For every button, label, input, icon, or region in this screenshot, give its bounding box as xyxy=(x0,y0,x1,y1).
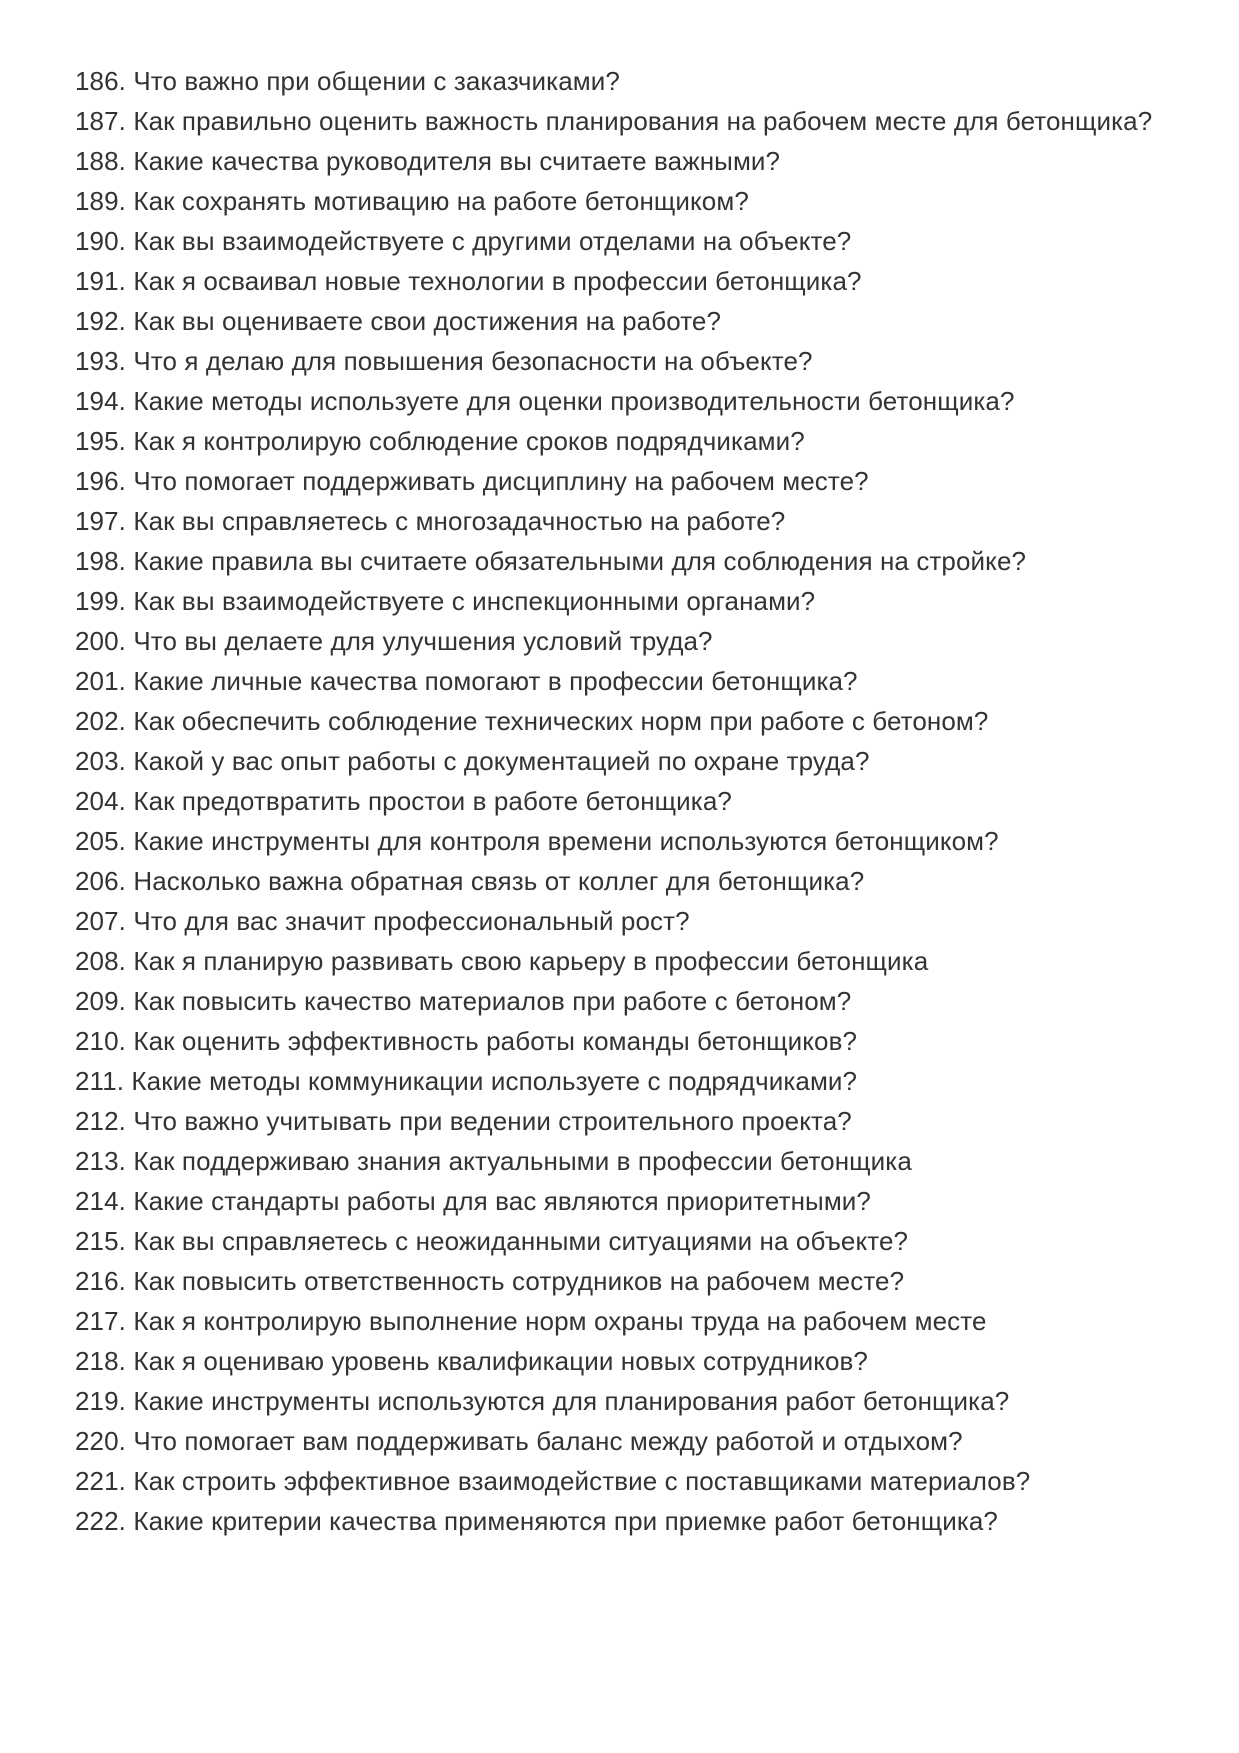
list-item: 201. Какие личные качества помогают в профессии бетонщика? xyxy=(75,666,858,696)
list-item: 216. Как повысить ответственность сотрудников на рабочем месте? xyxy=(75,1266,905,1296)
list-item: 205. Какие инструменты для контроля времени используются бетонщиком? xyxy=(75,826,999,856)
list-item: 219. Какие инструменты используются для планирования работ бетонщика? xyxy=(75,1386,1010,1416)
list-item: 196. Что помогает поддерживать дисциплину на рабочем месте? xyxy=(75,466,869,496)
list-item: 192. Как вы оцениваете свои достижения на работе? xyxy=(75,306,722,336)
list-item: 187. Как правильно оценить важность планирования на рабочем месте для бетонщика? xyxy=(75,106,1153,136)
list-item: 193. Что я делаю для повышения безопасности на объекте? xyxy=(75,346,813,376)
list-item: 198. Какие правила вы считаете обязательными для соблюдения на стройке? xyxy=(75,546,1027,576)
list-item: 213. Как поддерживаю знания актуальными в профессии бетонщика xyxy=(75,1146,912,1176)
list-item: 200. Что вы делаете для улучшения условий труда? xyxy=(75,626,713,656)
list-item: 222. Какие критерии качества применяются при приемке работ бетонщика? xyxy=(75,1506,998,1536)
list-item: 214. Какие стандарты работы для вас являются приоритетными? xyxy=(75,1186,871,1216)
list-item: 199. Как вы взаимодействуете с инспекционными органами? xyxy=(75,586,816,616)
list-item: 211. Какие методы коммуникации используете с подрядчиками? xyxy=(75,1066,858,1096)
list-item: 197. Как вы справляетесь с многозадачностью на работе? xyxy=(75,506,786,536)
list-item: 203. Какой у вас опыт работы с документацией по охране труда? xyxy=(75,746,870,776)
list-item: 190. Как вы взаимодействуете с другими отделами на объекте? xyxy=(75,226,852,256)
list-item: 210. Как оценить эффективность работы команды бетонщиков? xyxy=(75,1026,858,1056)
list-item: 194. Какие методы используете для оценки производительности бетонщика? xyxy=(75,386,1015,416)
list-item: 202. Как обеспечить соблюдение технических норм при работе с бетоном? xyxy=(75,706,989,736)
list-item: 208. Как я планирую развивать свою карьеру в профессии бетонщика xyxy=(75,946,929,976)
list-item: 212. Что важно учитывать при ведении строительного проекта? xyxy=(75,1106,852,1136)
question-list xyxy=(75,61,1179,1541)
list-item: 220. Что помогает вам поддерживать баланс между работой и отдыхом? xyxy=(75,1426,963,1456)
list-item: 186. Что важно при общении с заказчиками? xyxy=(75,66,620,96)
list-item: 207. Что для вас значит профессиональный рост? xyxy=(75,906,690,936)
list-item: 221. Как строить эффективное взаимодействие с поставщиками материалов? xyxy=(75,1466,1031,1496)
list-item: 189. Как сохранять мотивацию на работе бетонщиком? xyxy=(75,186,749,216)
list-item: 188. Какие качества руководителя вы считаете важными? xyxy=(75,146,781,176)
list-item: 195. Как я контролирую соблюдение сроков подрядчиками? xyxy=(75,426,805,456)
list-item: 209. Как повысить качество материалов при работе с бетоном? xyxy=(75,986,852,1016)
list-item: 217. Как я контролирую выполнение норм охраны труда на рабочем месте xyxy=(75,1306,987,1336)
list-item: 206. Насколько важна обратная связь от коллег для бетонщика? xyxy=(75,866,865,896)
list-item: 218. Как я оцениваю уровень квалификации новых сотрудников? xyxy=(75,1346,868,1376)
list-item: 204. Как предотвратить простои в работе бетонщика? xyxy=(75,786,732,816)
list-item: 215. Как вы справляетесь с неожиданными ситуациями на объекте? xyxy=(75,1226,909,1256)
list-item: 191. Как я осваивал новые технологии в профессии бетонщика? xyxy=(75,266,862,296)
